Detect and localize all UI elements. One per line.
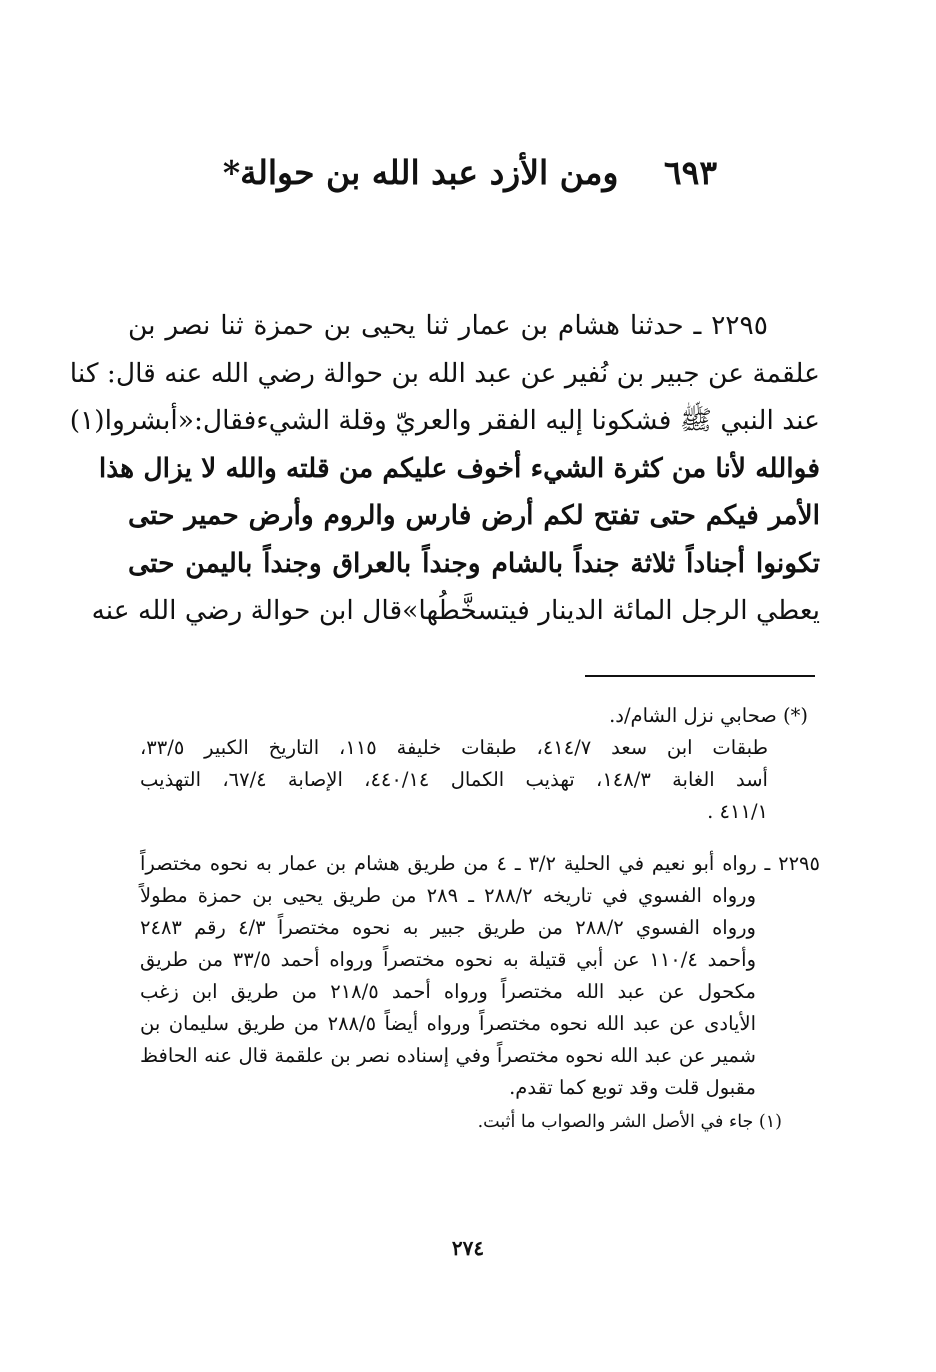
footnote-line: ٤١١/١ .: [707, 800, 768, 823]
footnote-1: [140, 1106, 820, 1138]
text-line: يعطي الرجل المائة الدينار فيتسخَّطُها»قال ابن حوالة رضي الله عنه: [91, 595, 820, 626]
footnote-line: ورواه الفسوي ٢٨٨/٢ من طريق جبير به نحوه مختصراً ٤/٣ رقم ٢٤٨٣: [140, 916, 756, 939]
footnote-line: مقبول قلت وقد توبع كما تقدم.: [509, 1076, 756, 1099]
footnote-line: ورواه الفسوي في تاريخه ٢٨٨/٢ ـ ٢٨٩ من طريق يحيى بن حمزة مطولاً: [140, 884, 756, 907]
footnote-line: (*) صحابي نزل الشام/د.: [609, 704, 808, 727]
text-line: تكونوا أجناداً ثلاثة جنداً بالشام وجنداً بالعراق وجنداً باليمن حتى: [128, 547, 820, 579]
footnote-star: [140, 700, 820, 828]
page-number: ٢٧٤: [451, 1236, 485, 1260]
chapter-number: ٦٩٣: [663, 153, 718, 192]
footnote-line: شمير عن عبد الله نحوه مختصراً وفي إسناده نصر بن علقمة قال عنه الحافظ: [140, 1044, 756, 1067]
footnote-line: الأيادى عن عبد الله نحوه مختصراً ورواه أيضاً ٢٨٨/٥ من طريق سليمان بن: [140, 1012, 756, 1035]
text-line: عند النبي ﷺ فشكونا إليه الفقر والعريّ وقلة الشيءفقال:«أبشروا(١): [69, 405, 820, 436]
footnote-line: أسد الغابة ١٤٨/٣، تهذيب الكمال ٤٤٠/١٤، الإصابة ٦٧/٤، التهذيب: [140, 768, 768, 791]
chapter-title: ومن الأزد عبد الله بن حوالة*: [222, 153, 619, 192]
footnote-line: مكحول عن عبد الله مختصراً ورواه أحمد ٢١٨/٥ من طريق ابن زغب: [140, 980, 756, 1003]
footnote-line: طبقات ابن سعد ٤١٤/٧، طبقات خليفة ١١٥، التاريخ الكبير ٣٣/٥،: [140, 736, 768, 759]
footnotes: [140, 700, 820, 1138]
hadith-text: [69, 302, 820, 635]
chapter-heading: [120, 148, 820, 198]
footnote-2295: [140, 848, 820, 1104]
footnote-line: (١) جاء في الأصل الشر والصواب ما أثبت.: [477, 1112, 782, 1132]
text-line: الأمر فيكم حتى تفتح لكم أرض فارس والروم وأرض حمير حتى: [128, 500, 820, 531]
text-line: علقمة عن جبير بن نُفير عن عبد الله بن حوالة رضي الله عنه قال: كنا: [69, 357, 820, 389]
footnote-line: وأحمد ١١٠/٤ عن أبي قتيلة به نحوه مختصراً ورواه أحمد ٣٣/٥ من طريق: [140, 948, 756, 971]
text-line: فوالله لأنا من كثرة الشيء أخوف عليكم من قلته والله لا يزال هذا: [98, 452, 820, 484]
text-line: ٢٢٩٥ ـ حدثنا هشام بن عمار ثنا يحيى بن حمزة ثنا نصر بن: [128, 310, 768, 341]
footnote-line: ٢٢٩٥ ـ رواه أبو نعيم في الحلية ٣/٢ ـ ٤ من طريق هشام بن عمار به نحوه مختصراً: [140, 852, 820, 875]
footnote-divider: [585, 675, 815, 677]
